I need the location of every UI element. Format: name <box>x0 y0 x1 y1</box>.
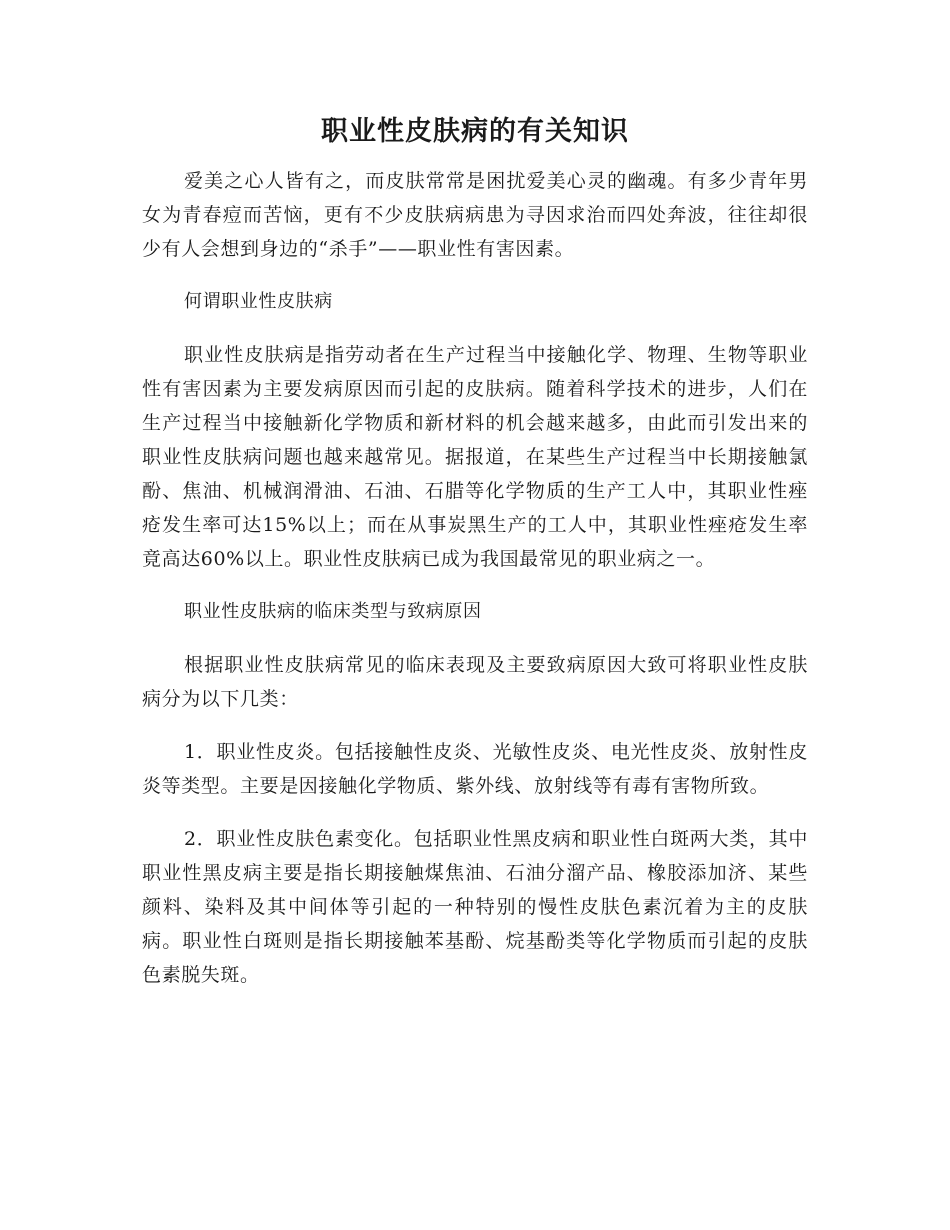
definition-paragraph: 职业性皮肤病是指劳动者在生产过程当中接触化学、物理、生物等职业性有害因素为主要发病原因而引起的皮肤病。随着科学技术的进步，人们在生产过程当中接触新化学物质和新材料的机会越来越多，由此而引发出来的职业性皮肤病问题也越来越常见。据报道，在某些生产过程当中长期接触氯酚、焦油、机械润滑油、石油、石腊等化学物质的生产工人中，其职业性痤疮发生率可达15%以上；而在从事炭黑生产的工人中，其职业性痤疮发生率竟高达60%以上。职业性皮肤病已成为我国最常见的职业病之一。 <box>142 344 808 570</box>
list-item-dermatitis: 1．职业性皮炎。包括接触性皮炎、光敏性皮炎、电光性皮炎、放射性皮炎等类型。主要是因接触化学物质、紫外线、放射线等有毒有害物所致。 <box>142 741 808 797</box>
section-heading-clinical-types: 职业性皮肤病的临床类型与致病原因 <box>184 601 482 622</box>
intro-paragraph: 爱美之心人皆有之，而皮肤常常是困扰爱美心灵的幽魂。有多少青年男女为青春痘而苦恼，更有不少皮肤病病患为寻因求治而四处奔波，往往却很少有人会想到身边的“杀手”——职业性有害因素。 <box>142 170 808 260</box>
list-item-pigmentation: 2．职业性皮肤色素变化。包括职业性黑皮病和职业性白斑两大类，其中职业性黑皮病主要是指长期接触煤焦油、石油分溜产品、橡胶添加济、某些颜料、染料及其中间体等引起的一种特别的慢性皮肤色素沉着为主的皮肤病。职业性白斑则是指长期接触苯基酚、烷基酚类等化学物质而引起的皮肤色素脱失斑。 <box>142 828 808 986</box>
document-page <box>142 112 808 1011</box>
section-heading-definition: 何谓职业性皮肤病 <box>184 291 333 312</box>
document-title: 职业性皮肤病的有关知识 <box>321 116 629 147</box>
clinical-types-intro-paragraph: 根据职业性皮肤病常见的临床表现及主要致病原因大致可将职业性皮肤病分为以下几类： <box>142 654 808 710</box>
